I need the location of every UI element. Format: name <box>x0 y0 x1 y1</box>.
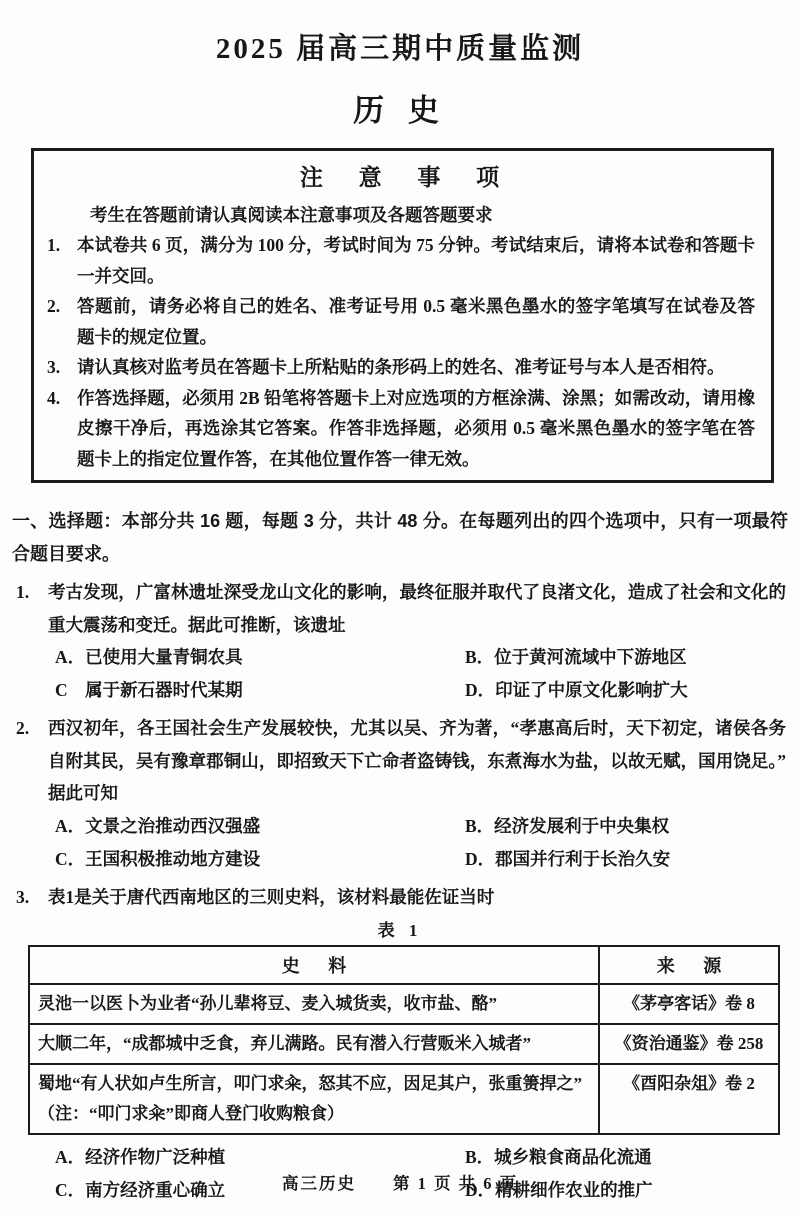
cell-material: 蜀地“有人状如卢生所言，叩门求籴，怒其不应，因足其户，张重箦捍之”（注：“叩门求籴”即商人登门收购粮食） <box>29 1064 599 1134</box>
option-b: B．城乡粮食商品化流通 <box>465 1147 652 1167</box>
notice-intro: 考生在答题前请认真阅读本注意事项及各题答题要求 <box>90 205 493 225</box>
cell-material: 灵池一以医卜为业者“孙儿辈将豆、麦入城货卖，收市盐、酪” <box>29 984 599 1024</box>
notice-item-2 <box>44 291 755 352</box>
notice-item-3 <box>44 352 755 383</box>
option-d: D．精耕细作农业的推广 <box>465 1180 653 1200</box>
notice-item-1 <box>44 230 755 291</box>
notice-item-text: 本试卷共 6 页，满分为 100 分，考试时间为 75 分钟。考试结束后，请将本试卷和答题卡一并交回。 <box>77 235 755 286</box>
option-b: B．位于黄河流域中下游地区 <box>465 647 687 667</box>
page-footer: 高三历史 第 1 页 共 6 页 <box>281 1174 519 1193</box>
column-header-material: 史 料 <box>29 946 599 984</box>
option-a: A．文景之治推动西汉强盛 <box>55 815 261 836</box>
table-row <box>29 984 779 1024</box>
cell-source: 《酉阳杂俎》卷 2 <box>599 1064 779 1134</box>
option-d: D．印证了中原文化影响扩大 <box>465 680 688 700</box>
notice-box <box>31 148 774 483</box>
table-row <box>29 1064 779 1134</box>
question-2-options <box>0 810 800 876</box>
notice-item-number: 1. <box>47 235 61 255</box>
question-3-stem <box>0 881 800 914</box>
table-caption: 表 1 <box>377 921 423 940</box>
notice-item-number: 3. <box>47 357 61 377</box>
question-text: 表1是关于唐代西南地区的三则史料，该材料最能佐证当时 <box>48 886 495 907</box>
question-text: 考古发现，广富林遗址深受龙山文化的影响，最终征服并取代了良渚文化，造成了社会和文化的重大震荡和变迁。据此可推断，该遗址 <box>48 582 786 635</box>
section-heading: 一、选择题：本部分共 16 题，每题 3 分，共计 48 分。在每题列出的四个选项中，只有一项最符合题目要求。 <box>12 511 788 564</box>
option-b: B．经济发展利于中央集权 <box>465 815 670 836</box>
question-2-stem <box>0 712 800 810</box>
cell-source: 《资治通鉴》卷 258 <box>599 1024 779 1064</box>
notice-item-text: 作答选择题，必须用 2B 铅笔将答题卡上对应选项的方框涂满、涂黑；如需改动，请用橡皮擦干净后，再选涂其它答案。作答非选择题，必须用 0.5 毫米黑色墨水的签字笔在答题卡上的指定位置作答，在其他位置作答一律无效。 <box>77 387 755 469</box>
option-c: C 属于新石器时代某期 <box>55 680 243 700</box>
notice-item-text: 答题前，请务必将自己的姓名、准考证号用 0.5 毫米黑色墨水的签字笔填写在试卷及答题卡的规定位置。 <box>77 296 755 347</box>
option-c: C．南方经济重心确立 <box>55 1180 226 1200</box>
table-header-row <box>29 946 779 984</box>
question-number: 3. <box>16 886 30 907</box>
notice-item-number: 4. <box>47 387 61 408</box>
table-row <box>29 1024 779 1064</box>
notice-item-number: 2. <box>47 296 61 316</box>
notice-item-text: 请认真核对监考员在答题卡上所粘贴的条形码上的姓名、准考证号与本人是否相符。 <box>77 357 725 377</box>
source-table <box>28 945 780 1135</box>
question-number: 2. <box>16 718 30 738</box>
option-a: A．经济作物广泛种植 <box>55 1147 226 1167</box>
question-number: 1. <box>16 582 30 602</box>
notice-title: 注 意 事 项 <box>299 165 515 190</box>
exam-title: 2025 届高三期中质量监测 <box>215 33 585 65</box>
notice-item-4 <box>44 383 755 475</box>
cell-source: 《茅亭客话》卷 8 <box>599 984 779 1024</box>
cell-material: 大顺二年，“成都城中乏食，弃儿满路。民有潜入行营贩米入城者” <box>29 1024 599 1064</box>
column-header-source: 来 源 <box>599 946 779 984</box>
option-d: D．郡国并行利于长治久安 <box>465 848 671 869</box>
question-text: 西汉初年，各王国社会生产发展较快，尤其以吴、齐为著，“孝惠高后时，天下初定，诸侯各务自附其民，吴有豫章郡铜山，即招致天下亡命者盗铸钱，东煮海水为盐，以故无赋，国用饶足。”据此可知 <box>48 718 786 803</box>
question-1-options <box>0 641 800 707</box>
subject-title: 历 史 <box>353 93 447 128</box>
option-a: A．已使用大量青铜农具 <box>55 647 243 667</box>
question-1-stem <box>0 576 800 641</box>
option-c: C．王国积极推动地方建设 <box>55 848 261 869</box>
